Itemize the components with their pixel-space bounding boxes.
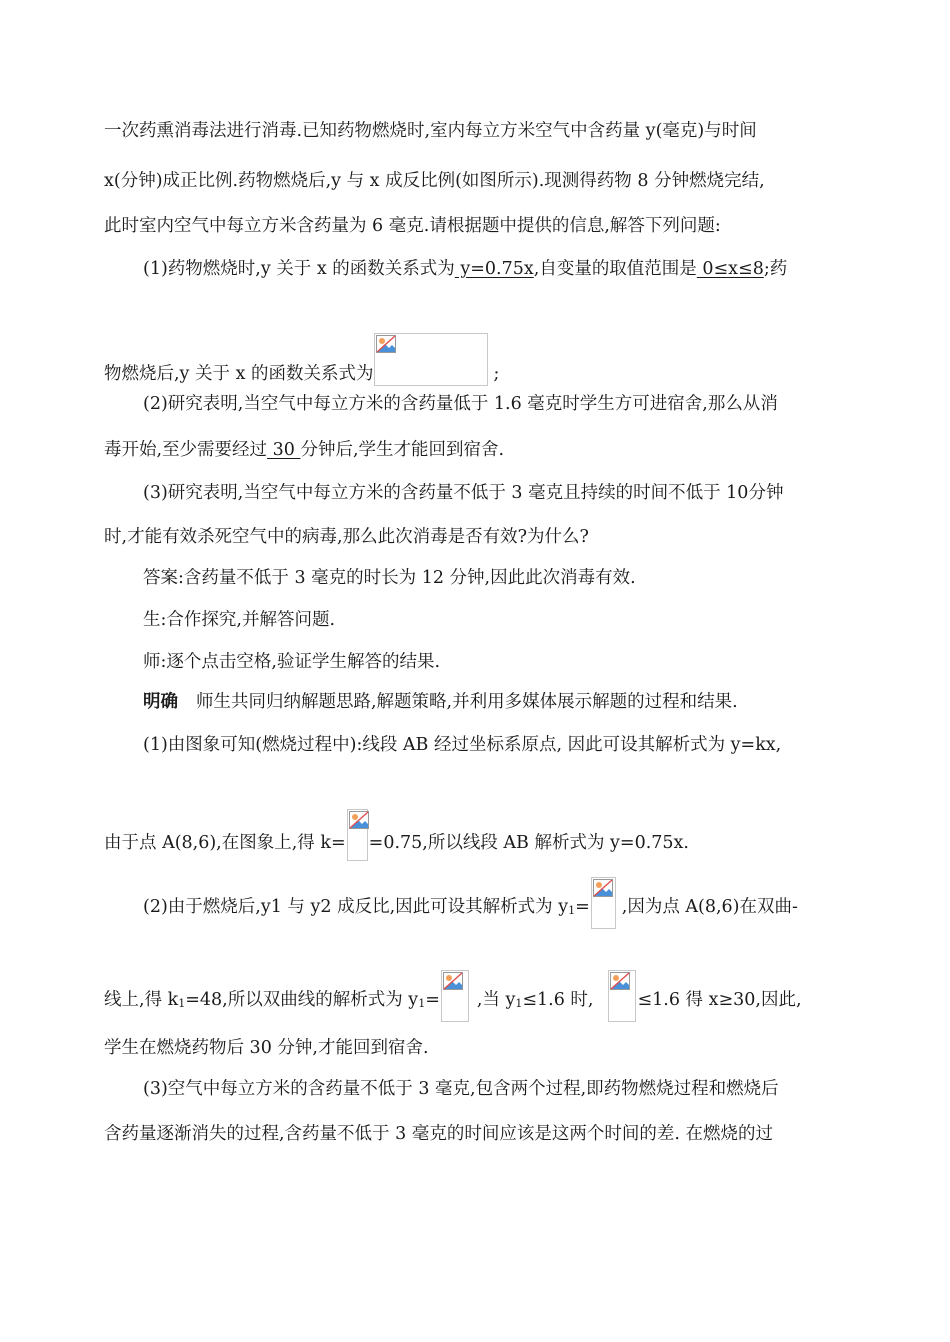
student-line: 生:合作探究,并解答问题. [143,610,336,630]
text: =48,所以双曲线的解析式为 y [185,990,419,1010]
broken-image-icon [610,972,630,990]
text: ,因为点 A(8,6)在双曲- [621,897,798,917]
text-line: 一次药熏消毒法进行消毒.已知药物燃烧时,室内每立方米空气中含药量 y(毫克)与时间 [104,121,757,141]
subscript: 1 [568,904,576,917]
formula-image-placeholder [441,970,469,1022]
question-3-line-2: 时,才能有效杀死空气中的病毒,那么此次消毒是否有效?为什么? [104,527,589,547]
text: 线上,得 k [104,990,179,1010]
text: (2)由于燃烧后,y1 与 y2 成反比,因此可设其解析式为 y [143,897,569,917]
solution-2-line [143,877,798,923]
solution-1-line: (1)由图象可知(燃烧过程中):线段 AB 经过坐标系原点, 因此可设其解析式为 y=kx, [143,735,782,755]
text-line: x(分钟)成正比例.药物燃烧后,y 与 x 成反比例(如图所示).现测得药物 8 分钟燃烧完结, [104,171,765,191]
question-3-line: (3)研究表明,当空气中每立方米的含药量不低于 3 毫克且持续的时间不低于 10分钟 [143,483,784,503]
text: =0.75,所以线段 AB 解析式为 y=0.75x. [368,833,689,853]
question-2-line-2 [104,438,504,462]
subscript: 1 [178,997,186,1010]
text-line: 此时室内空气中每立方米含药量为 6 毫克.请根据题中提供的信息,解答下列问题: [104,216,721,236]
text: 由于点 A(8,6),在图象上,得 k= [104,833,346,853]
solution-1-line-2 [104,809,689,855]
text: = [425,990,440,1010]
text: ,当 y [476,990,516,1010]
formula-image-placeholder [374,333,488,386]
text: = [575,897,590,917]
answer-fill: 30 [267,440,301,460]
text: 物燃烧后,y 关于 x 的函数关系式为 [104,364,374,384]
teacher-line: 师:逐个点击空格,验证学生解答的结果. [143,652,441,672]
broken-image-icon [443,972,463,990]
solution-3-line-2: 含药量逐渐消失的过程,含药量不低于 3 毫克的时间应该是这两个时间的差. 在燃烧的过 [104,1124,773,1144]
text: 毒开始,至少需要经过 [104,440,268,460]
text: ;药 [763,259,788,279]
subscript: 1 [515,997,523,1010]
solution-2-line-2 [104,970,802,1016]
text: ,自变量的取值范围是 [533,259,697,279]
text: ≤1.6 得 x≥30,因此, [637,990,802,1010]
answer-fill: y=0.75x [454,259,534,279]
question-2-line: (2)研究表明,当空气中每立方米的含药量低于 1.6 毫克时学生方可进宿舍,那么从消 [143,394,778,414]
formula-image-placeholder [608,970,636,1022]
broken-image-icon [376,335,396,353]
formula-image-placeholder [591,877,616,929]
clarify-label: 明确 [143,692,178,712]
solution-2-line-3: 学生在燃烧药物后 30 分钟,才能回到宿舍. [104,1038,429,1058]
text: ; [493,364,500,384]
broken-image-icon [593,879,613,897]
question-1-line [143,257,787,281]
text: 分钟后,学生才能回到宿舍. [300,440,505,460]
answer-line: 答案:含药量不低于 3 毫克的时长为 12 分钟,因此此次消毒有效. [143,568,636,588]
text: 师生共同归纳解题思路,解题策略,并利用多媒体展示解题的过程和结果. [196,692,738,712]
question-1-line-2 [104,333,499,386]
broken-image-icon [349,811,369,829]
answer-fill: 0≤x≤8 [696,259,764,279]
text: ≤1.6 时, [522,990,594,1010]
formula-image-placeholder [347,809,368,861]
solution-3-line: (3)空气中每立方米的含药量不低于 3 毫克,包含两个过程,即药物燃烧过程和燃烧后 [143,1079,779,1099]
subscript: 1 [418,997,426,1010]
text: (1)药物燃烧时,y 关于 x 的函数关系式为 [143,259,455,279]
clarify-line [143,690,738,714]
